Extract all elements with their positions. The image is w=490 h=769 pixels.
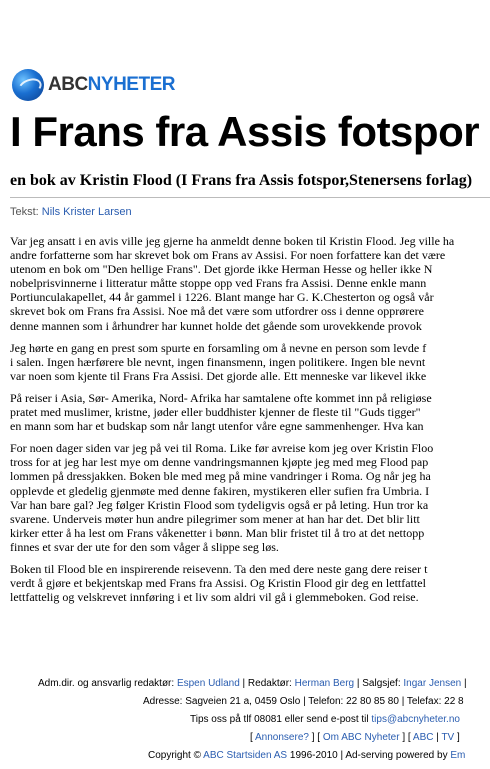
paragraph-line: andre forfatterne som har skrevet bok om Frans av Assisi. For noen forfattere kan det være — [10, 248, 446, 263]
abc-link[interactable]: ABC — [412, 732, 434, 743]
tips-email-link[interactable]: tips@abcnyheter.no — [371, 714, 460, 725]
paragraph-line: Var han bare gal? Jeg følger Kristin Flood som tydeligvis også er på leting. Hun tror ka — [10, 497, 429, 512]
footer-nav — [250, 729, 460, 747]
paragraph-line: Portiunculakapellet, 44 år gammel i 1226. Blant mange har G. K.Chesterton og også vår — [10, 290, 434, 305]
byline — [10, 206, 132, 218]
article-title: I Frans fra Assis fotspor — [10, 108, 480, 155]
paragraph-line: For noen dager siden var jeg på vei til Roma. Like før avreise kom jeg over Kristin Floo — [10, 441, 434, 456]
article-body — [10, 234, 490, 612]
article-subtitle: en bok av Kristin Flood (I Frans fra Assis fotspor,Stenersens forlag) — [10, 172, 473, 189]
bracket: ] [ — [399, 732, 413, 743]
tv-link[interactable]: TV — [441, 732, 455, 743]
paragraph-line: kirker etter å ha lest om Frans våkenetter i bønn. Man blir fristet til å tro at det nettopp — [10, 525, 425, 540]
byline-label: Tekst: — [10, 206, 39, 218]
copyright-years: 1996-2010 | Ad-serving powered by — [287, 750, 451, 761]
footer-tips — [190, 711, 460, 729]
paragraph-line: i salen. Ingen hærførere ble nevnt, ingen finansmenn, ingen politikere. Ingen ble nevnt — [10, 354, 426, 369]
paragraph-line: denne mannen som i århundrer har kunnet holde det gående som urovekkende provok — [10, 318, 422, 333]
paragraph-line: nobelprisvinnerne i litteratur måtte stoppe opp ved Frans fra Assisi. Denne enkle mann — [10, 276, 427, 291]
paragraph-line: Boken til Flood ble en inspirerende reisevenn. Ta den med dere neste gang dere reiser t — [10, 561, 428, 576]
paragraph-line: lommen på dressjakken. Boken ble med meg på mine vandringer i Roma. Og når jeg ha — [10, 469, 431, 484]
site-logo[interactable] — [12, 68, 175, 102]
article-paragraph — [10, 441, 490, 554]
adserving-link[interactable]: Em — [450, 750, 466, 761]
separator: | — [433, 732, 442, 743]
article-paragraph — [10, 562, 490, 604]
paragraph-line: lettfattelig og velskrevet innføring i et liv som aldri vil gå i glemmeboken. God reise. — [10, 590, 419, 605]
company-link[interactable]: ABC Startsiden AS — [203, 750, 288, 761]
article-paragraph — [10, 391, 490, 433]
editor-in-chief-link[interactable]: Espen Udland — [176, 678, 240, 689]
paragraph-line: Var jeg ansatt i en avis ville jeg gjerne ha anmeldt denne boken til Kristin Flood. Jeg ville ha — [10, 234, 455, 248]
article-paragraph — [10, 341, 490, 383]
globe-icon — [12, 69, 44, 101]
about-link[interactable]: Om ABC Nyheter — [322, 732, 400, 743]
paragraph-line: Jeg hørte en gang en prest som spurte en forsamling om å nevne en person som levde f — [10, 340, 427, 355]
footer-label-sales: | Salgsjef: — [354, 678, 404, 689]
paragraph-line: tross for at jeg har lest mye om denne vandringsmannen kjøpte jeg med meg Flood pap — [10, 455, 429, 470]
paragraph-line: skrevet bok om Frans fra Assisi. Noe må det være som utfordrer oss i denne opprørere — [10, 304, 424, 319]
bracket: ] — [454, 732, 460, 743]
copyright-text: Copyright © — [148, 750, 204, 761]
article-paragraph — [10, 234, 490, 333]
logo-abc-text: ABC — [48, 74, 88, 95]
footer-sep: | — [461, 678, 467, 689]
paragraph-line: en mann som har et budskap som når langt utenfor våre egne sammenhenger. Hva kan — [10, 419, 424, 434]
paragraph-line: verdt å gjøre et bekjentskap med Frans fra Assisi. Og Kristin Flood gir deg en lettfattel — [10, 576, 426, 591]
logo-nyheter-text: NYHETER — [87, 74, 175, 95]
paragraph-line: var noen som kjente til Frans Fra Assisi. Det gjorde alle. Ett menneske var likevel ikke — [10, 368, 427, 383]
paragraph-line: opplevde et gledelig gjenmøte med denne fakiren, mystikeren eller sufien fra Umbria. I — [10, 483, 430, 498]
footer-copyright — [148, 747, 465, 765]
bracket: ] [ — [308, 732, 323, 743]
advertise-link[interactable]: Annonsere? — [255, 732, 309, 743]
paragraph-line: utenom en bok om "Den hellige Frans". Det gjorde ikke Herman Hesse og heller ikke N — [10, 262, 433, 277]
paragraph-line: svarene. Underveis møter hun andre pilegrimer som mener at han har det. Det blir litt — [10, 511, 420, 526]
footer-address: Adresse: Sagveien 21 a, 0459 Oslo | Telefon: 22 80 85 80 | Telefax: 22 8 — [143, 696, 464, 707]
paragraph-line: pratet med muslimer, kristne, jøder eller buddhister kjenner de fleste til "Guds tigger" — [10, 405, 421, 420]
sales-manager-link[interactable]: Ingar Jensen — [403, 678, 462, 689]
footer-tips-text: Tips oss på tlf 08081 eller send e-post til — [190, 714, 372, 725]
paragraph-line: På reiser i Asia, Sør- Amerika, Nord- Afrika har samtalene ofte kommet inn på religiøse — [10, 390, 432, 405]
footer-label-admdir: Adm.dir. og ansvarlig redaktør: — [38, 678, 177, 689]
bracket: [ — [250, 732, 256, 743]
footer-staff-line — [38, 675, 467, 693]
divider — [10, 197, 490, 198]
editor-link[interactable]: Herman Berg — [294, 678, 355, 689]
paragraph-line: finnes et svar der ute for den som våger å slippe seg løs. — [10, 539, 279, 554]
author-link[interactable]: Nils Krister Larsen — [41, 206, 132, 218]
footer-label-editor: | Redaktør: — [239, 678, 295, 689]
